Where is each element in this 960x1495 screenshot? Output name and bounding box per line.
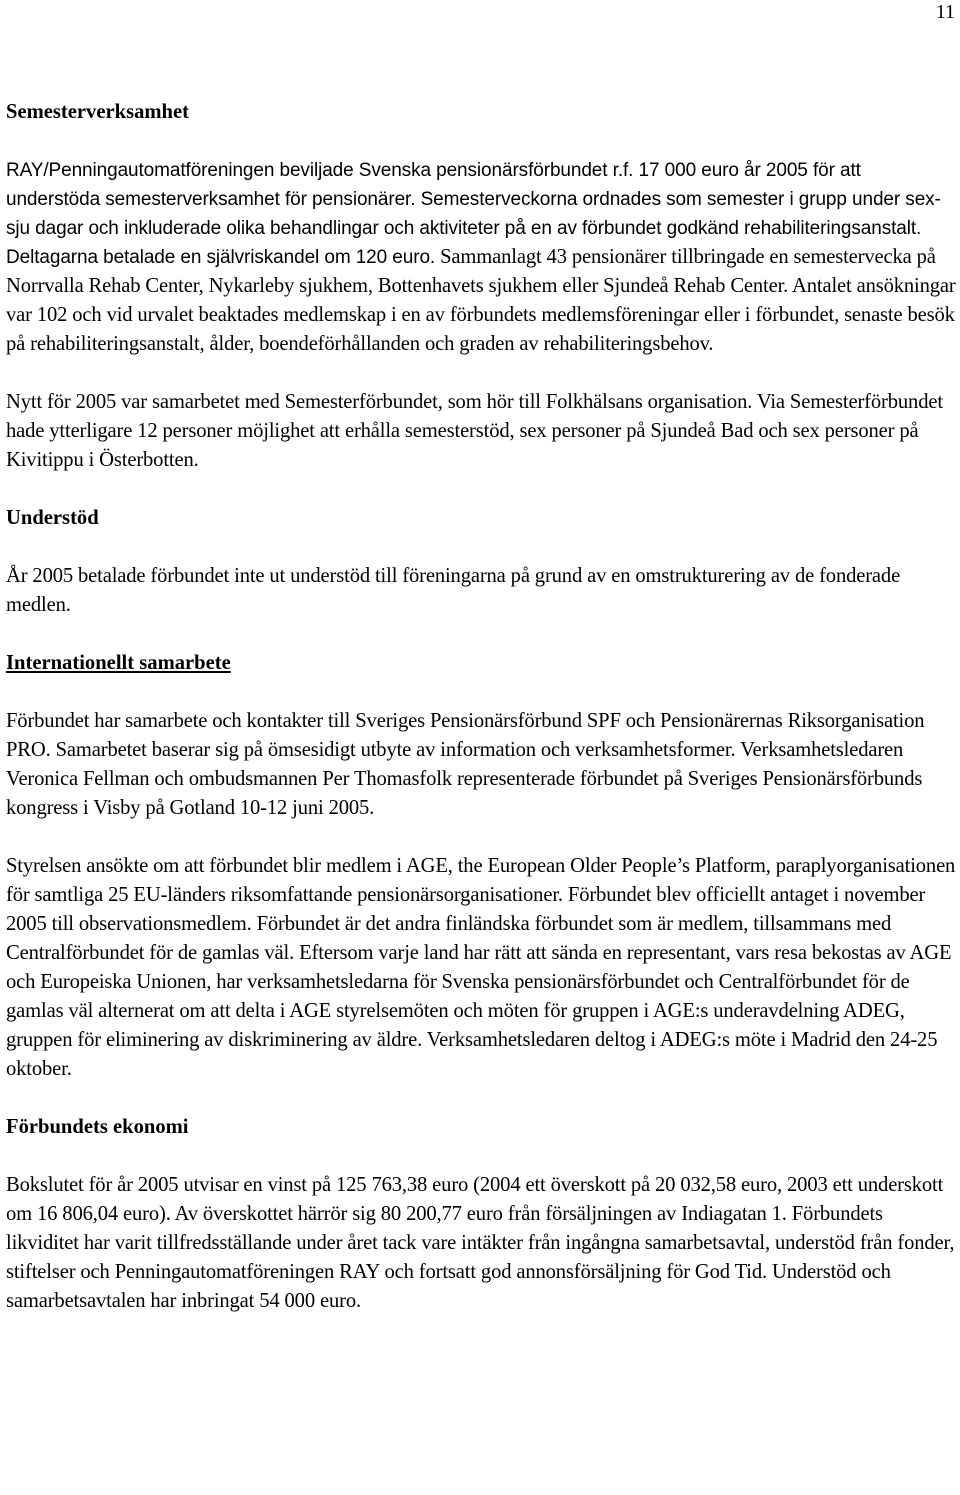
- section-heading: Förbundets ekonomi: [6, 1116, 189, 1138]
- section-heading: Internationellt samarbete: [6, 652, 231, 674]
- section-semesterverksamhet: [6, 98, 956, 475]
- paragraph: [6, 156, 956, 359]
- paragraph: Förbundet har samarbete och kontakter till Sveriges Pensionärsförbund SPF och Pensionärernas Riksorganisation PRO. Samarbetet baserar sig på ömsesidigt utbyte av information och verksamhetsformer. Verksamhetsledaren Veronica Fellman och ombudsmannen Per Thomasfolk representerade förbundet på Sveriges Pensionärsförbunds kongress i Visby på Gotland 10-12 juni 2005.: [6, 710, 925, 819]
- paragraph: År 2005 betalade förbundet inte ut understöd till föreningarna på grund av en omstrukturering av de fonderade medlen.: [6, 565, 901, 616]
- section-heading: Understöd: [6, 507, 99, 529]
- paragraph-text-part: Sammanlagt 43 pensionärer tillbringade en semestervecka på Norrvalla Rehab Center, Nykarleby sjukhem, Bottenhavets sjukhem eller Sjundeå Rehab Center. Antalet ansökningar var 102 och vid urvalet beaktades medlemskap i en av förbundets medlemsföreningar eller i förbundet, senaste besök på rehabiliteringsanstalt, ålder, boendeförhållanden och graden av rehabiliteringsbehov.: [6, 246, 956, 355]
- document-body: [6, 98, 956, 1345]
- section-forbundets-ekonomi: [6, 1113, 956, 1316]
- section-understod: [6, 504, 956, 620]
- page-number: 11: [935, 1, 955, 23]
- paragraph: Styrelsen ansökte om att förbundet blir medlem i AGE, the European Older People’s Platform, paraplyorganisationen för samtliga 25 EU-länders riksomfattande pensionärsorganisationer. Förbundet blev officiellt antaget i november 2005 till observationsmedlem. Förbundet är det andra finländska förbundet som är medlem, tillsammans med Centralförbundet för de gamlas väl. Eftersom varje land har rätt att sända en representant, vars resa bekostas av AGE och Europeiska Unionen, har verksamhetsledarna för Svenska pensionärsförbundet och Centralförbundet för de gamlas väl alternerat om att delta i AGE styrelsemöten och möten för gruppen i AGE:s underavdelning ADEG, gruppen för eliminering av diskriminering av äldre. Verksamhetsledaren deltog i ADEG:s möte i Madrid den 24-25 oktober.: [6, 855, 956, 1080]
- section-heading: Semesterverksamhet: [6, 101, 189, 123]
- paragraph-text-part: RAY/Penningautomatföreningen beviljade Svenska pensionärsförbundet r.f. 17 000 euro år 2005 för att understöda semesterverksamhet för pensionärer. Semesterveckorna ordnades som semester i grupp under sex-sju dagar och inkluderade olika behandlingar och aktiviteter på en av förbundet godkänd rehabiliteringsanstalt. Deltagarna betalade en självriskandel om 120 euro.: [6, 160, 941, 268]
- paragraph: Bokslutet för år 2005 utvisar en vinst på 125 763,38 euro (2004 ett överskott på 20 032,58 euro, 2003 ett underskott om 16 806,04 euro). Av överskottet härrör sig 80 200,77 euro från försäljningen av Indiagatan 1. Förbundets likviditet har varit tillfredsställande under året tack vare intäkter från ingångna samarbetsavtal, understöd från fonder, stiftelser och Penningautomatföreningen RAY och fortsatt god annonsförsäljning för God Tid. Understöd och samarbetsavtalen har inbringat 54 000 euro.: [6, 1174, 955, 1312]
- paragraph: Nytt för 2005 var samarbetet med Semesterförbundet, som hör till Folkhälsans organisation. Via Semesterförbundet hade ytterligare 12 personer möjlighet att erhålla semesterstöd, sex personer på Sjundeå Bad och sex personer på Kivitippu i Österbotten.: [6, 391, 943, 471]
- section-internationellt-samarbete: [6, 649, 956, 1084]
